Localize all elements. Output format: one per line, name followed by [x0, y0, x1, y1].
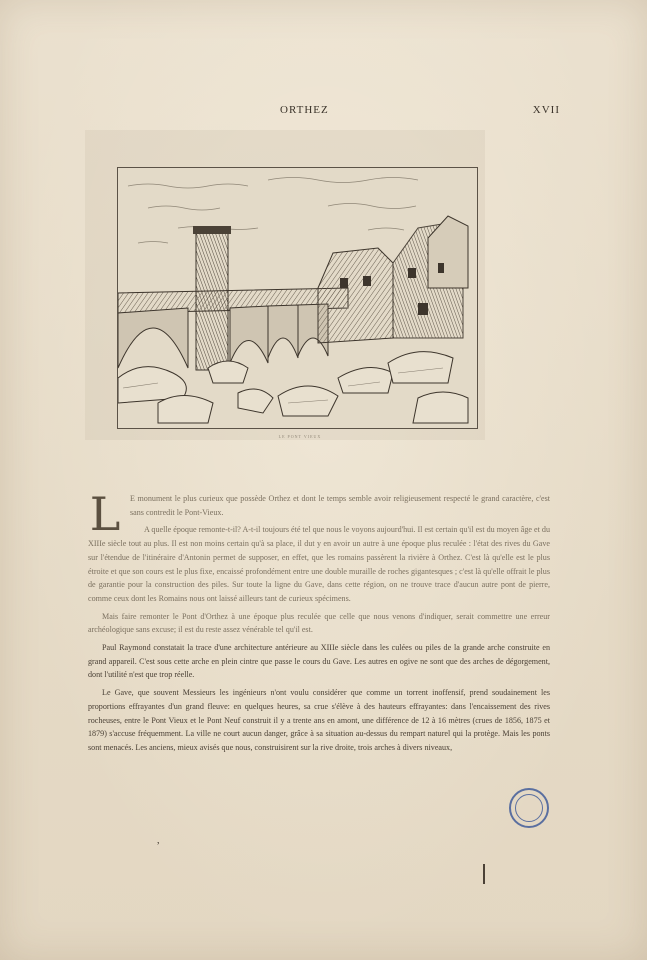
page-title: ORTHEZ: [280, 104, 329, 116]
paragraph-1: [88, 487, 550, 541]
stamp-inner-ring: [515, 794, 543, 822]
figure-caption: LE PONT VIEUX: [278, 434, 322, 439]
drop-cap: L: [89, 487, 121, 541]
article-body: [88, 487, 550, 759]
paragraph-2: [88, 523, 550, 605]
paragraph-text: Mais faire remonter le Pont d'Orthez à une époque plus reculée que celle que nous venons d'indiquer, serait commettre une erreur archéologique sans excuse; il est du reste assez vénérable tel qu'il est.: [88, 611, 550, 635]
paragraph-4: [88, 641, 550, 682]
paragraph-5: [88, 686, 550, 755]
engraving-of-old-bridge-icon: [118, 168, 477, 428]
paragraph-text: Paul Raymond constatait la trace d'une architecture antérieure au XIIIe siècle dans les culées ou piles de la grande arche construite en grand appareil. C'est sous cette arche en plein cintre que passe le cours du Gave. Les autres en ogive ne sont que des arches de dégorgement, dont l'utilité n'est que trop réelle.: [88, 643, 550, 680]
paragraph-text: A quelle époque remonte-t-il? A-t-il toujours été tel que nous le voyons aujourd'hui. Il est certain qu'il est du moyen âge et du XIIIe siècle tout au plus. Il est non moins certain qu'à sa place, il dut y en avoir un autre à une époque plus reculée : l'état des rives du Gave sur l'étendue de l'itinéraire d'Antonin permet de supposer, en effet, que les romains passèrent la rivière à Orthez. C'est là qu'elle est le plus étroite et que son cours est le plus fixe, encaissé profondément entre une double muraille de roches gigantesques ; c'est là qu'elle offrait le plus de garantie pour la construction des piles. Sur toute la ligne du Gave, dans cette région, on ne trouve trace d'aucun autre pont de pierre, comme ceux dont les Romains nous ont laissé ailleurs tant de curieux spécimens.: [88, 525, 550, 603]
library-stamp-icon: [509, 788, 549, 828]
paragraph-text: E monument le plus curieux que possède Orthez et dont le temps semble avoir religieusement respecté le grand caractère, c'est sans contredit le Pont-Vieux.: [130, 494, 550, 517]
engraving-illustration: [117, 167, 478, 429]
ink-mark: ,: [157, 835, 160, 846]
running-head: [90, 104, 560, 120]
page-number: XVII: [532, 104, 560, 116]
ink-mark-bar: [483, 864, 485, 884]
paragraph-text: Le Gave, que souvent Messieurs les ingénieurs n'ont voulu considérer que comme un torrent inoffensif, prend soudainement les proportions effrayantes d'un grand fleuve: en quelques heures, sa crue s'élève à des hauteurs effrayantes: dans l'encaissement des rives rocheuses, entre le Pont Vieux et le Pont Neuf construit il y a trente ans en amont, une différence de 12 à 16 mètres (crues de 1856, 1875 et 1879) s'accuse fréquemment. La ville ne court aucun danger, grâce à sa situation au-dessus du rempart naturel qui la protège. Mais les ponts sont menacés. Les anciens, mieux avisés que nous, construisirent sur la rive droite, trois arches à divers niveaux,: [88, 688, 550, 752]
paragraph-3: [88, 610, 550, 637]
